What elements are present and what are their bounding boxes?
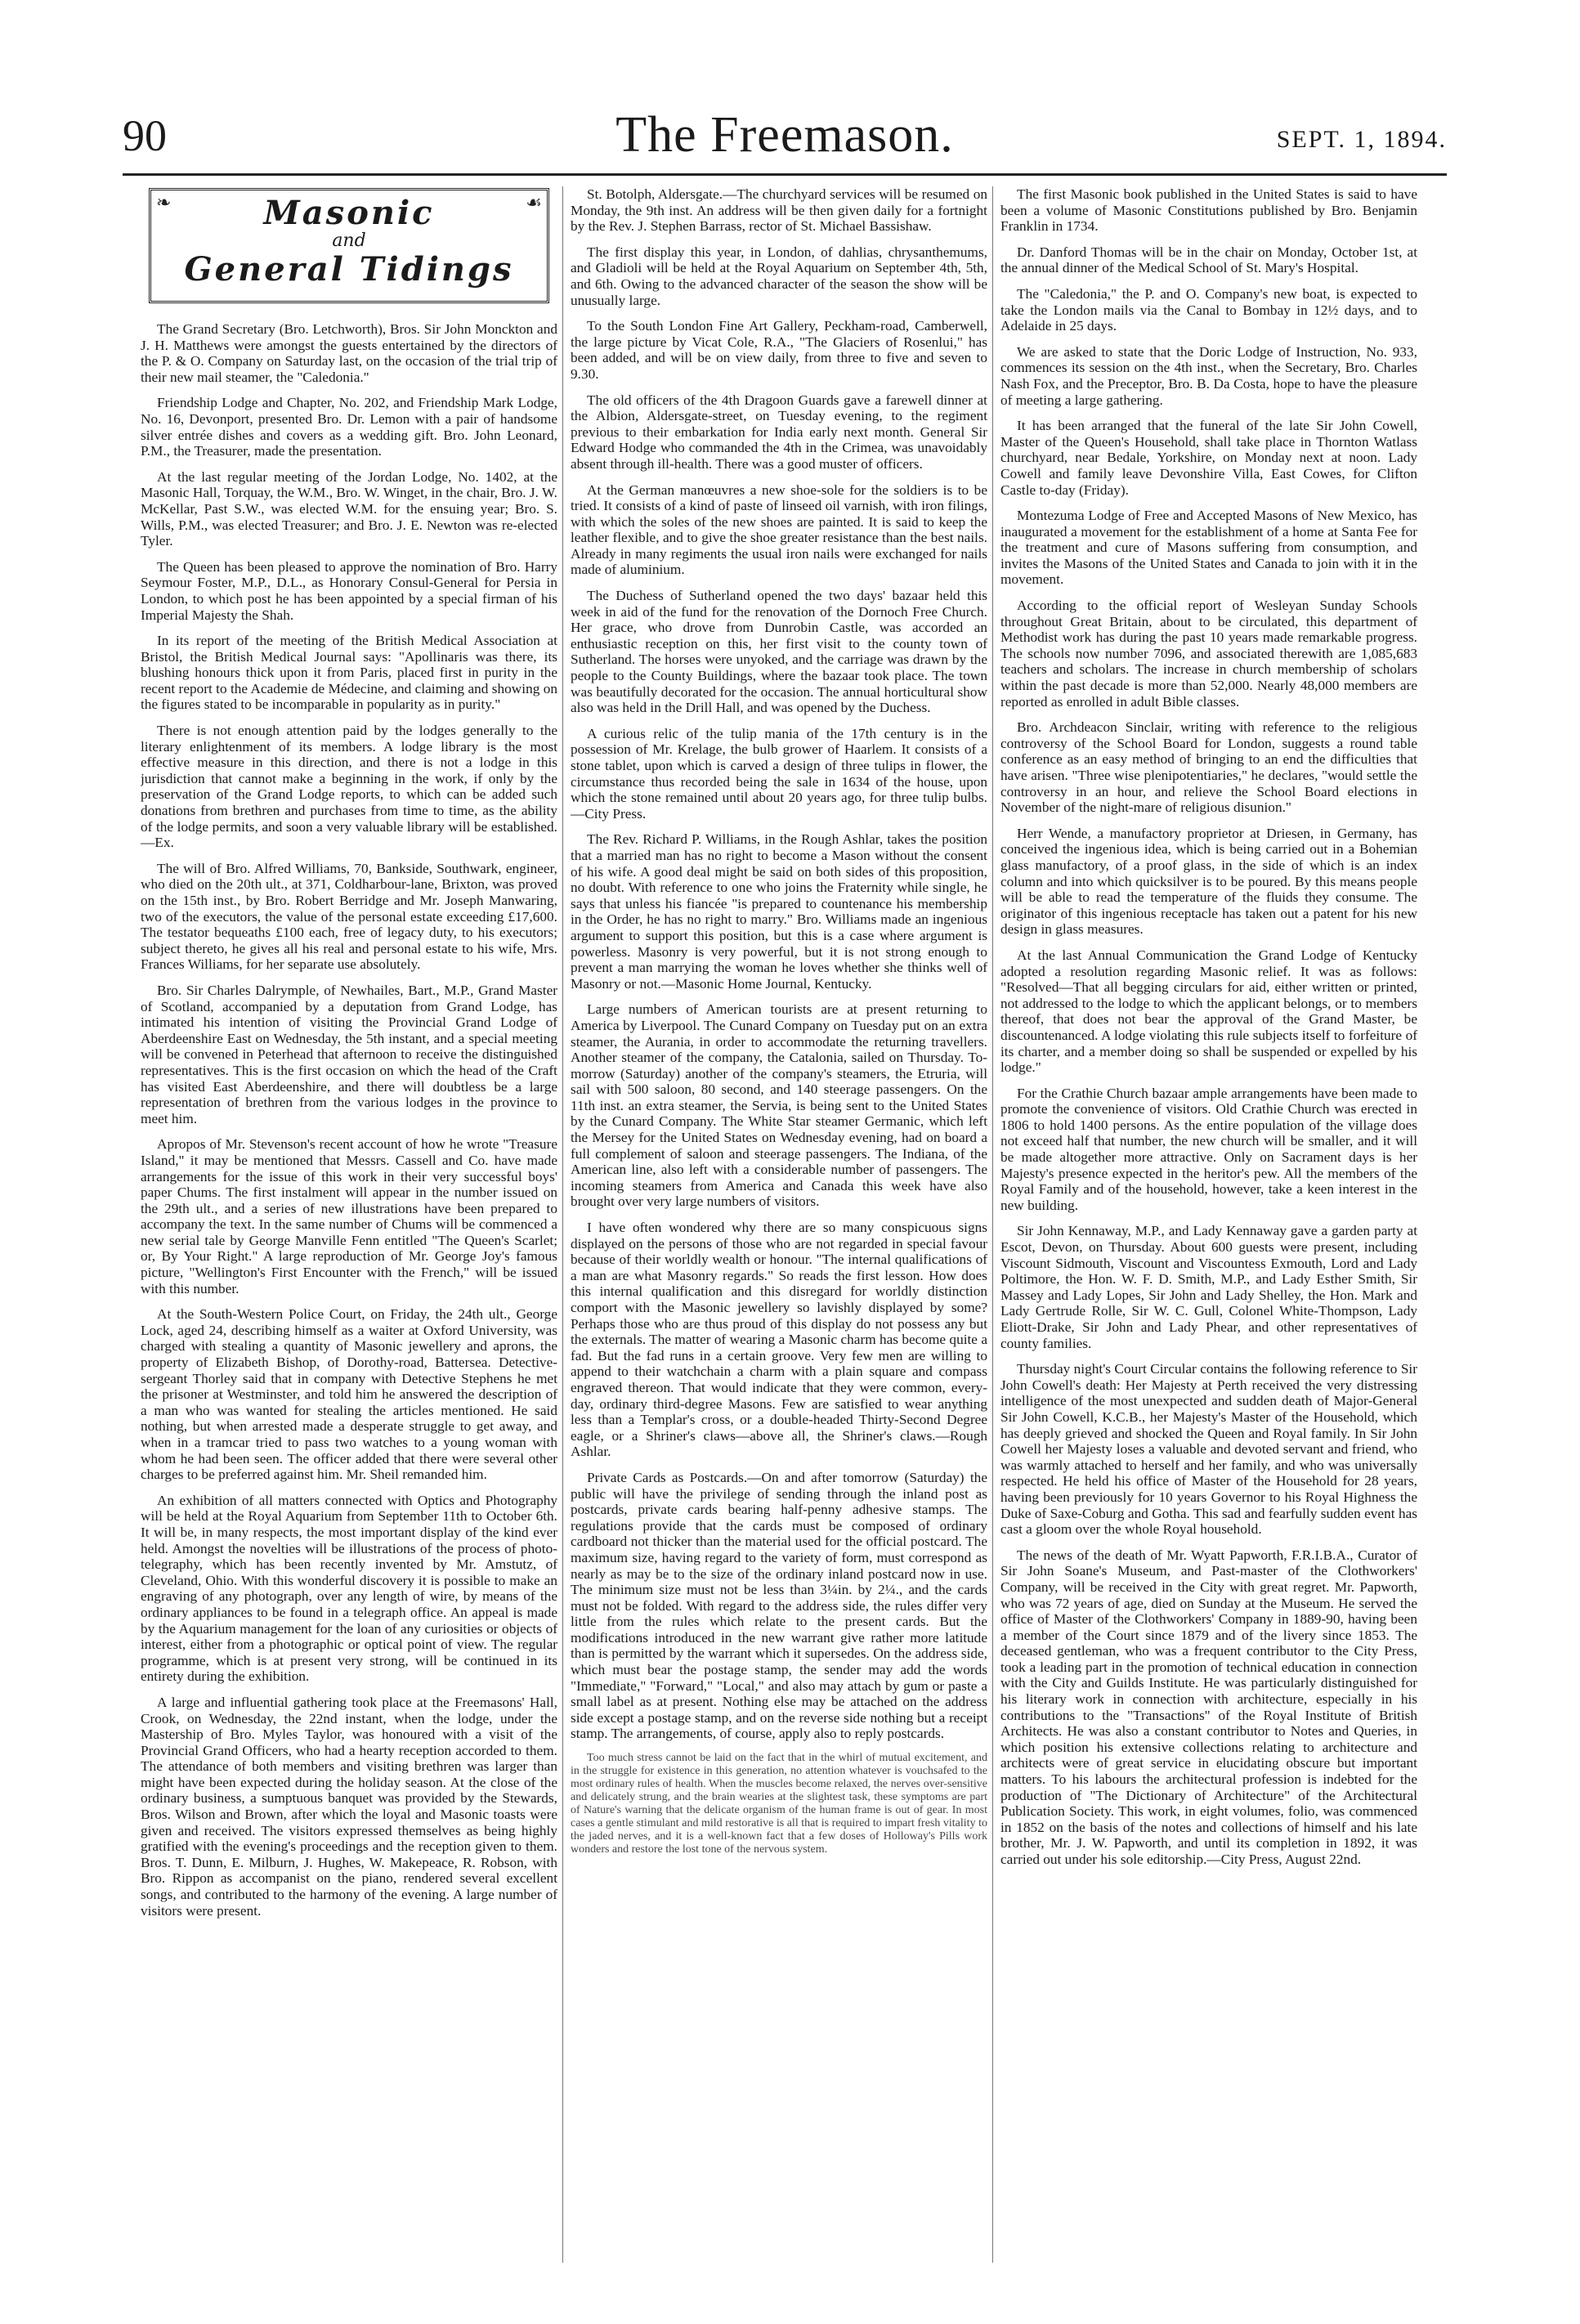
- masthead-line-masonic: Masonic: [263, 194, 435, 232]
- news-paragraph: I have often wondered why there are so many conspicuous signs displayed on the persons of those who are not regarded in special favour because of their worldly wealth or honour. "The internal qualifications of a man are what Masonry regards." So reads the first lesson. How does this internal qualification and this disregard for worldly distinction comport with the Masonic jewellery so lavishly displayed by some? Perhaps those who are thus proud of this display do not possess any but the externals. The matter of wearing a Masonic charm has become quite a fad. But the fad runs in a certain groove. Very few men are willing to append to their watchchain a charm with a plain square and compass engraved thereon. That would indicate that they were common, every-day, ordinary third-degree Masons. Few are satisfied to wear anything less than a Templar's cross, or a double-headed Thirty-Second Degree eagle, or a Shriner's claws—above all, the Shriner's claws.—Rough Ashlar.: [571, 1220, 987, 1460]
- page-number: 90: [123, 111, 167, 160]
- news-paragraph: Sir John Kennaway, M.P., and Lady Kennaway gave a garden party at Escot, Devon, on Thursday. About 600 guests were present, including Viscount Sidmouth, Viscount and Viscountess Exmouth, Lord and Lady Poltimore, the Hon. W. F. D. Smith, M.P., and Lady Esther Smith, Sir Massey and Lady Lopes, Sir John and Lady Shelley, the Hon. Mark and Lady Gertrude Rolle, Sir W. C. Gull, Colonel White-Thompson, Lady Eliott-Drake, Sir John and Lady Phear, and other representatives of county families.: [1000, 1223, 1417, 1351]
- column-2-text: [571, 186, 987, 1856]
- news-paragraph: The old officers of the 4th Dragoon Guards gave a farewell dinner at the Albion, Aldersgate-street, on Tuesday evening, to the regiment previous to their embarkation for India early next month. General Sir Edward Hodge who commanded the 4th in the Crimea, was unavoidably absent through ill-health. There was a good muster of officers.: [571, 392, 987, 472]
- news-paragraph: The first Masonic book published in the United States is said to have been a volume of Masonic Constitutions published by Bro. Benjamin Franklin in 1734.: [1000, 186, 1417, 235]
- news-paragraph: Dr. Danford Thomas will be in the chair on Monday, October 1st, at the annual dinner of the Medical School of St. Mary's Hospital.: [1000, 244, 1417, 276]
- news-paragraph: The Grand Secretary (Bro. Letchworth), Bros. Sir John Monckton and J. H. Matthews were amongst the guests entertained by the directors of the P. & O. Company on Saturday last, on the occasion of the trial trip of their new mail steamer, the "Caledonia.": [141, 321, 557, 385]
- news-paragraph: A curious relic of the tulip mania of the 17th century is in the possession of Mr. Krelage, the bulb grower of Haarlem. It consists of a stone tablet, upon which is carved a design of three tulips in flower, the circumstance thus recorded being the sale in 1634 of the house, upon which the stone remained until about 20 years ago, for three tulip bulbs.—City Press.: [571, 725, 987, 822]
- news-paragraph: A large and influential gathering took place at the Freemasons' Hall, Crook, on Wednesday, the 22nd instant, when the lodge, under the Mastership of Bro. Myles Taylor, was honoured with a visit of the Provincial Grand Officers, who had a hearty reception accorded to them. The attendance of both members and visiting brethren was larger than might have been expected during the holiday season. At the close of the ordinary business, a sumptuous banquet was provided by the Stewards, Bros. Wilson and Brown, after which the loyal and Masonic toasts were given and received. The visitors expressed themselves as being highly gratified with the evening's proceedings and the reception given to them. Bros. T. Dunn, E. Milburn, J. Hughes, W. Makepeace, R. Robson, with Bro. Rippon as accompanist on the piano, rendered several excellent songs, and contributed to the harmony of the evening. A large number of visitors were present.: [141, 1694, 557, 1919]
- news-paragraph: The Rev. Richard P. Williams, in the Rough Ashlar, takes the position that a married man has no right to become a Mason without the consent of his wife. A good deal might be said on both sides of this proposition, no doubt. With reference to one who joins the Fraternity while single, he says that unless his fiancée "is prepared to countenance his membership in the Order, he has no right to marry." Bro. Williams made an ingenious argument to support this position, but this is a case where argument is powerless. Masonry is very powerful, but it is not strong enough to prevent a man marrying the woman he loves whether she thinks well of Masonry or not.—Masonic Home Journal, Kentucky.: [571, 831, 987, 992]
- news-paragraph: The first display this year, in London, of dahlias, chrysanthemums, and Gladioli will be held at the Royal Aquarium on September 4th, 5th, and 6th. Owing to the advanced character of the season the show will be unusually large.: [571, 244, 987, 308]
- ornament-icon: ☙: [526, 192, 542, 213]
- journal-title: The Freemason.: [615, 107, 954, 163]
- column-3: [1000, 186, 1417, 2304]
- news-paragraph: An exhibition of all matters connected with Optics and Photography will be held at the Royal Aquarium from September 11th to October 6th. It will be, in many respects, the most important display of the kind ever held. Amongst the novelties will be illustrations of the process of photo-telegraphy, which has been recently invented by Mr. Amstutz, of Cleveland, Ohio. With this wonderful discovery it is possible to make an engraving of any photograph, over any length of wire, by means of the ordinary appliances to be found in a telegraph office. An appeal is made by the Aquarium management for the loan of any curiosities or objects of interest, either from a photographic or optical point of view. The regular programme, which is at present very strong, will be continued in its entirety during the exhibition.: [141, 1492, 557, 1685]
- news-paragraph: There is not enough attention paid by the lodges generally to the literary enlightenment of its members. A lodge library is the most effective measure in this direction, and there is not a lodge in this jurisdiction that cannot make a beginning in the work, if only by the preservation of the Grand Lodge reports, to which can be added such donations from brethren and purchases from time to time, as the ability of the lodge permits, and soon a very valuable library will be established.—Ex.: [141, 723, 557, 851]
- column-rule: [992, 186, 993, 2263]
- header-rule: [123, 173, 1447, 176]
- news-paragraph: We are asked to state that the Doric Lodge of Instruction, No. 933, commences its session on the 4th inst., when the Secretary, Bro. Charles Nash Fox, and the Preceptor, Bro. B. Da Costa, hope to have the pleasure of meeting a large gathering.: [1000, 343, 1417, 408]
- running-head: [123, 106, 1447, 172]
- news-paragraph: At the South-Western Police Court, on Friday, the 24th ult., George Lock, aged 24, describing himself as a waiter at Oxford University, was charged with stealing a quantity of Masonic jewellery and aprons, the property of Elizabeth Bishop, of Dorothy-road, Battersea. Detective-sergeant Thorley said that in company with Detective Stephens he met the prisoner at Westminster, and told him he answered the description of a man who was wanted for stealing the articles mentioned. He said nothing, but when arrested made a desperate struggle to get away, and when in a tramcar tried to pass two watches to a young woman with whom he had been seen. The officer added that there were several other charges to be preferred against him. Mr. Sheil remanded him.: [141, 1306, 557, 1483]
- issue-date: SEPT. 1, 1894.: [1276, 126, 1447, 153]
- ornament-icon: ❧: [156, 192, 172, 213]
- news-paragraph: Herr Wende, a manufactory proprietor at Driesen, in Germany, has conceived the ingenious idea, which is being carried out in a Bohemian glass manufactory, of a proof glass, in the side of which is an index column and into which quicksilver is to be poured. By this means people will be able to read the temperature of the fluids they consume. The originator of this ingenious receptacle has taken out a patent for his new design in glass measures.: [1000, 825, 1417, 938]
- news-paragraph: The "Caledonia," the P. and O. Company's new boat, is expected to take the London mails via the Canal to Bombay in 12½ days, and to Adelaide in 25 days.: [1000, 285, 1417, 334]
- column-1-text: [141, 321, 557, 1919]
- column-2: [571, 186, 987, 2304]
- news-paragraph: For the Crathie Church bazaar ample arrangements have been made to promote the convenience of visitors. Old Crathie Church was erected in 1806 to hold 1400 persons. As the entire population of the village does not exceed half that number, the new church will be smaller, and it will be made altogether more attractive. Only on Sacrament days is her Majesty's presence expected in the heritor's pew. All the members of the Royal Family and of the household, however, take a keen interest in the new building.: [1000, 1085, 1417, 1213]
- column-1: [141, 186, 557, 2304]
- masthead-line-general-tidings: General Tidings: [184, 250, 514, 289]
- news-paragraph: At the German manœuvres a new shoe-sole for the soldiers is to be tried. It consists of a kind of paste of linseed oil varnish, with iron filings, with which the soles of the new shoes are painted. It is said to keep the leather flexible, and to give the shoe greater resistance than the best nails. Already in many regiments the usual iron nails were exchanged for nails made of aluminium.: [571, 481, 987, 578]
- column-3-text: [1000, 186, 1417, 1868]
- news-paragraph: At the last regular meeting of the Jordan Lodge, No. 1402, at the Masonic Hall, Torquay, the W.M., Bro. W. Winget, in the chair, Bro. J. W. McKellar, Past S.W., was elected W.M. for the ensuing year; Bro. S. Wills, P.M., was elected Treasurer; and Bro. J. E. Newton was re-elected Tyler.: [141, 468, 557, 549]
- news-paragraph: Apropos of Mr. Stevenson's recent account of how he wrote "Treasure Island," it may be mentioned that Messrs. Cassell and Co. have made arrangements for the issue of this work in their very successful boys' paper Chums. The first instalment will appear in the number issued on the 29th ult., and a series of new illustrations have been prepared to accompany the text. In the same number of Chums will be commenced a new serial tale by George Manville Fenn entitled "The Queen's Scarlet; or, By Your Right." A large reproduction of Mr. George Joy's famous picture, "Wellington's First Encounter with the French," will be issued with this number.: [141, 1136, 557, 1296]
- column-rule: [562, 186, 563, 2263]
- news-paragraph: To the South London Fine Art Gallery, Peckham-road, Camberwell, the large picture by Vicat Cole, R.A., "The Glaciers of Rosenlui," has been added, and will be on view daily, from three to five and seven to 9.30.: [571, 318, 987, 382]
- masthead-line-and: and: [332, 231, 366, 251]
- news-paragraph: Bro. Archdeacon Sinclair, writing with reference to the religious controversy of the School Board for London, suggests a round table conference as an easy method of bringing to an end the difficulties that have arisen. "Three wise plenipotentiaries," he declares, "would settle the controversy in an hour, and relieve the School Board elections in November of the night-mare of religious disunion.": [1000, 719, 1417, 816]
- news-paragraph: At the last Annual Communication the Grand Lodge of Kentucky adopted a resolution regarding Masonic relief. It was as follows: "Resolved—That all begging circulars for aid, either written or printed, not addressed to the lodge to which the applicant belongs, or to members thereof, that does not bear the approval of the Grand Master, be discountenanced. A lodge violating this rule subjects itself to forfeiture of its charter, and a member doing so shall be suspended or expelled by his lodge.": [1000, 947, 1417, 1076]
- news-paragraph: Private Cards as Postcards.—On and after tomorrow (Saturday) the public will have the privilege of sending through the inland post as postcards, private cards bearing half-penny adhesive stamps. The regulations provide that the cards must be composed of ordinary cardboard not thicker than the material used for the official postcard. The maximum size, having regard to the variety of form, must correspond as nearly as may be to the size of the ordinary inland postcard now in use. The minimum size must not be less than 3¼in. by 2¼., and the cards must not be folded. With regard to the address side, the rules differ very little from the rules which relate to the present cards. But the modifications introduced in the new warrant give rather more latitude than is permitted by the warrant which it supersedes. On the address side, which must bear the postage stamp, the sender may add the words "Immediate," "Forward," "Local," and also may attach by gum or paste a small label as at present. Nothing else may be attached on the address side except a postage stamp, and on the reverse side nothing but a receipt stamp. The arrangements, of course, apply also to reply postcards.: [571, 1469, 987, 1742]
- news-paragraph: Thursday night's Court Circular contains the following reference to Sir John Cowell's death: Her Majesty at Perth received the very distressing intelligence of the most unexpected and sudden death of Major-General Sir John Cowell, K.C.B., her Majesty's Master of the Household, which has deeply grieved and shocked the Queen and Royal family. In Sir John Cowell her Majesty loses a valuable and devoted servant and friend, who was warmly attached to herself and her family, and who was universally respected. He held his office of Master of the Household for 28 years, having been previously for 10 years Governor to his Royal Highness the Duke of Saxe-Coburg and Gotha. This sad and fearfully sudden event has cast a gloom over the whole Royal household.: [1000, 1361, 1417, 1538]
- news-paragraph: St. Botolph, Aldersgate.—The churchyard services will be resumed on Monday, the 9th inst. An address will be then given daily for a fortnight by the Rev. J. Stephen Barrass, rector of St. Michael Bassishaw.: [571, 186, 987, 235]
- news-paragraph: Too much stress cannot be laid on the fact that in the whirl of mutual excitement, and in the struggle for existence in this generation, no attention whatever is vouchsafed to the most ordinary rules of health. When the muscles become relaxed, the nerves over-sensitive and delicately strung, and the brain wearies at the slightest task, these symptoms are part of Nature's warning that the delicate organism of the human frame is out of gear. In most cases a gentle stimulant and mild restorative is all that is required to impart fresh vitality to the jaded nerves, and it is a well-known fact that a few doses of Holloway's Pills work wonders and restore the lost tone of the nervous system.: [571, 1752, 987, 1856]
- news-paragraph: The news of the death of Mr. Wyatt Papworth, F.R.I.B.A., Curator of Sir John Soane's Museum, and Past-master of the Clothworkers' Company, will be received in the City with great regret. Mr. Papworth, who was 72 years of age, died on Sunday at the Museum. He served the office of Master of the Clothworkers' Company in 1889-90, having been a member of the Court since 1879 and of the livery since 1853. The deceased gentleman, who was a frequent contributor to the City Press, took a leading part in the promotion of technical education in connection with the City and Guilds Institute. He was particularly distinguished for his literary work in connection with architecture, especially in his contributions to the "Transactions" of the Royal Institute of British Architects. He was also a constant contributor to Notes and Queries, in which position his extensive collections relating to architecture and architects were of great service in elucidating obscure but important matters. To his labours the architectural profession is indebted for the production of "The Dictionary of Architecture" of the Architectural Publication Society. This work, in eight volumes, folio, was commenced in 1852 on the basis of the notes and collections of himself and his late brother, Mr. J. W. Papworth, and until its completion in 1892, it was carried out under his sole editorship.—City Press, August 22nd.: [1000, 1547, 1417, 1867]
- news-paragraph: The will of Bro. Alfred Williams, 70, Bankside, Southwark, engineer, who died on the 20th ult., at 371, Coldharbour-lane, Brixton, was proved on the 15th inst., by Bro. Robert Berridge and Mr. Joseph Manwaring, two of the executors, the value of the personal estate exceeding £17,600. The testator bequeaths £100 each, free of legacy duty, to his executors; subject thereto, he gives all his real and personal estate to his wife, Mrs. Frances Williams, for her separate use absolutely.: [141, 860, 557, 973]
- news-paragraph: According to the official report of Wesleyan Sunday Schools throughout Great Britain, about to be circulated, this department of Methodist work has during the past 10 years made remarkable progress. The schools now number 7096, and associated therewith are 1,085,683 teachers and scholars. The increase in church membership of scholars within the past decade is more than 52,000. Nearly 48,000 members are reported as enrolled in adult Bible classes.: [1000, 598, 1417, 710]
- news-paragraph: Bro. Sir Charles Dalrymple, of Newhailes, Bart., M.P., Grand Master of Scotland, accompanied by a deputation from Grand Lodge, has intimated his intention of visiting the Provincial Grand Lodge of Aberdeenshire East on Wednesday, the 5th instant, and a special meeting will be convened in Peterhead that afternoon to receive the distinguished representatives. This is the first occasion on which the head of the Craft has visited East Aberdeenshire, and there will doubtless be a large representation of brethren from the various lodges in the province to meet him.: [141, 982, 557, 1126]
- news-paragraph: In its report of the meeting of the British Medical Association at Bristol, the British Medical Journal says: "Apollinaris was there, its blushing honours thick upon it from Paris, placed first in purity in the recent report to the Academie de Médecine, and claiming and showing on the figures stated to be incomparable in popularity as in purity.": [141, 633, 557, 713]
- news-paragraph: Large numbers of American tourists are at present returning to America by Liverpool. The Cunard Company on Tuesday put on an extra steamer, the Aurania, in order to accommodate the returning travellers. Another steamer of the company, the Catalonia, sailed on Thursday. To-morrow (Saturday) another of the company's steamers, the Etruria, will sail with 500 saloon, 80 second, and 140 steerage passengers. On the 11th inst. an extra steamer, the Servia, is being sent to the United States by the Cunard Company. The White Star steamer Germanic, which left the Mersey for the United States on Wednesday evening, had on board a full complement of saloon and steerage passengers. The Indiana, of the American line, also left with a considerable number of passengers. The incoming steamers from America and Canada this week have also brought over very large numbers of visitors.: [571, 1001, 987, 1210]
- masonic-tidings-masthead: [149, 188, 549, 303]
- news-paragraph: It has been arranged that the funeral of the late Sir John Cowell, Master of the Queen's Household, shall take place in Thornton Watlass churchyard, near Bedale, Yorkshire, on Monday next at noon. Lady Cowell and family leave Devonshire Villa, East Cowes, for Clifton Castle to-day (Friday).: [1000, 418, 1417, 498]
- news-paragraph: The Duchess of Sutherland opened the two days' bazaar held this week in aid of the fund for the renovation of the Dornoch Free Church. Her grace, who drove from Dunrobin Castle, was accorded an enthusiastic reception on this, her first visit to the county town of Sutherland. The horses were unyoked, and the carriage was drawn by the people to the County Buildings, where the bazaar took place. The town was beautifully decorated for the occasion. The annual horticultural show also was held in the Drill Hall, and was opened by the Duchess.: [571, 588, 987, 716]
- news-paragraph: Montezuma Lodge of Free and Accepted Masons of New Mexico, has inaugurated a movement for the establishment of a home at Santa Fee for the treatment and cure of Masons suffering from consumption, and invites the Masons of the United States and Canada to join with it in the movement.: [1000, 508, 1417, 588]
- news-paragraph: The Queen has been pleased to approve the nomination of Bro. Harry Seymour Foster, M.P., D.L., as Honorary Consul-General for Persia in London, to which post he has been appointed by a special firman of his Imperial Majesty the Shah.: [141, 558, 557, 623]
- news-paragraph: Friendship Lodge and Chapter, No. 202, and Friendship Mark Lodge, No. 16, Devonport, presented Bro. Dr. Lemon with a pair of handsome silver entrée dishes and covers as a wedding gift. Bro. John Leonard, P.M., the Treasurer, made the presentation.: [141, 395, 557, 459]
